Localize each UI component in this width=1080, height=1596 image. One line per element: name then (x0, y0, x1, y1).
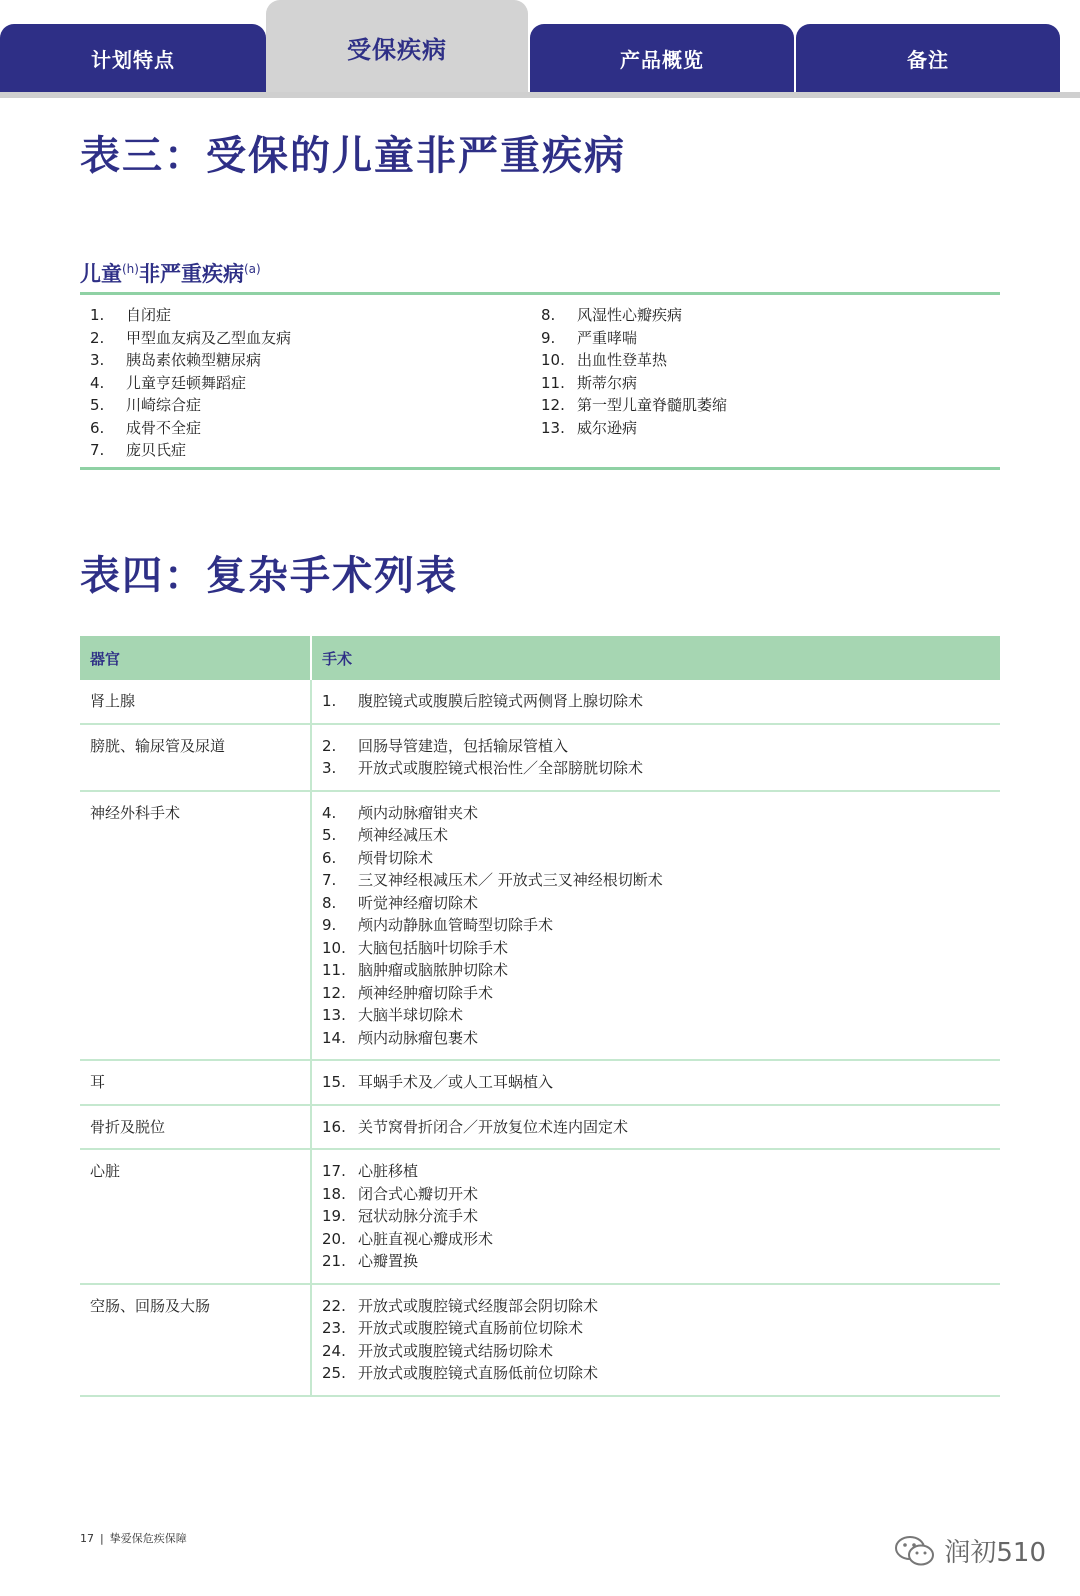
list-item: 1. 自闭症 (90, 306, 172, 324)
table3-top-rule (80, 292, 1000, 295)
procedure-item: 11. 脑肿瘤或脑脓肿切除术 (322, 961, 509, 979)
table-header (80, 636, 1000, 680)
procedure-cell (312, 725, 1000, 790)
procedure-item: 25. 开放式或腹腔镜式直肠低前位切除术 (322, 1364, 599, 1382)
procedure-item: 8. 听觉神经瘤切除术 (322, 893, 479, 912)
procedure-item: 22. 开放式或腹腔镜式经腹部会阴切除术 (322, 1296, 599, 1315)
organ-cell: 心脏 (80, 1150, 312, 1283)
organ-cell: 空肠、回肠及大肠 (80, 1285, 312, 1395)
procedure-item: 17. 心脏移植 (322, 1162, 419, 1180)
table-row (80, 1285, 1000, 1397)
table3-title: 表三：受保的儿童非严重疾病 (80, 133, 626, 179)
list-item: 13. 威尔逊病 (541, 418, 638, 437)
list-item: 11. 斯蒂尔病 (541, 373, 638, 392)
procedure-item: 6. 颅骨切除术 (322, 848, 434, 867)
tab-bar-underline (0, 92, 1080, 98)
organ-cell: 膀胱、输尿管及尿道 (80, 725, 312, 790)
illness-list-left (90, 304, 291, 462)
subheading-children: 儿童 (80, 262, 122, 286)
subheading-footnote-h: (h) (122, 262, 139, 276)
footer-separator: | (100, 1532, 104, 1545)
procedure-item: 4. 颅内动脉瘤钳夹术 (322, 803, 479, 822)
procedure-item: 5. 颅神经减压术 (322, 826, 449, 844)
list-item: 5. 川崎综合症 (90, 396, 202, 414)
organ-cell: 骨折及脱位 (80, 1106, 312, 1149)
procedure-item: 15. 耳蜗手术及／或人工耳蜗植入 (322, 1073, 554, 1091)
procedure-item: 21. 心瓣置换 (322, 1252, 419, 1270)
procedure-item: 9. 颅内动静脉血管畸型切除手术 (322, 916, 554, 934)
table3-subheading (80, 258, 261, 288)
page-footer (80, 1530, 187, 1546)
illness-list-right (541, 304, 727, 439)
table3-bottom-rule (80, 467, 1000, 470)
list-item: 7. 庞贝氏症 (90, 441, 187, 459)
watermark (894, 1532, 1046, 1569)
wechat-icon (894, 1534, 936, 1568)
procedure-item: 19. 冠状动脉分流手术 (322, 1207, 479, 1225)
procedure-item: 10. 大脑包括脑叶切除手术 (322, 938, 509, 957)
page-number: 17 (80, 1532, 94, 1545)
list-item: 8. 风湿性心瓣疾病 (541, 306, 683, 324)
procedure-cell (312, 1285, 1000, 1395)
list-item: 6. 成骨不全症 (90, 418, 202, 437)
procedure-item: 7. 三叉神经根减压术／ 开放式三叉神经根切断术 (322, 871, 663, 889)
procedure-cell (312, 680, 1000, 723)
tab-notes[interactable]: 备注 (796, 24, 1060, 92)
organ-cell: 神经外科手术 (80, 792, 312, 1060)
list-item: 4. 儿童亨廷顿舞蹈症 (90, 373, 247, 392)
list-item: 9. 严重哮喘 (541, 328, 638, 347)
watermark-text: 润初510 (944, 1538, 1046, 1568)
organ-cell: 肾上腺 (80, 680, 312, 723)
surgery-table (80, 636, 1000, 1397)
product-name: 挚爱保危疾保障 (109, 1532, 187, 1545)
procedure-item: 20. 心脏直视心瓣成形术 (322, 1229, 494, 1248)
procedure-item: 23. 开放式或腹腔镜式直肠前位切除术 (322, 1319, 584, 1337)
tab-product-overview[interactable]: 产品概览 (530, 24, 794, 92)
subheading-footnote-a: (a) (243, 262, 261, 276)
procedure-item: 3. 开放式或腹腔镜式根治性／全部膀胱切除术 (322, 759, 644, 777)
section-tabs (0, 0, 1080, 100)
table-row (80, 1106, 1000, 1151)
procedure-item: 16. 关节窝骨折闭合／开放复位术连内固定术 (322, 1117, 629, 1136)
procedure-cell (312, 1106, 1000, 1149)
header-procedure: 手术 (322, 649, 353, 668)
list-item: 3. 胰岛素依赖型糖尿病 (90, 351, 262, 369)
table-row (80, 1150, 1000, 1285)
procedure-item: 13. 大脑半球切除术 (322, 1006, 464, 1024)
procedure-item: 24. 开放式或腹腔镜式结肠切除术 (322, 1341, 554, 1360)
tab-plan-features[interactable]: 计划特点 (0, 24, 266, 92)
procedure-cell (312, 1061, 1000, 1104)
tab-covered-illnesses[interactable]: 受保疾病 (266, 0, 528, 92)
subheading-main: 非严重疾病 (138, 262, 244, 286)
procedure-item: 2. 回肠导管建造，包括输尿管植入 (322, 736, 569, 755)
list-item: 10. 出血性登革热 (541, 351, 668, 369)
list-item: 12. 第一型儿童脊髓肌萎缩 (541, 396, 728, 414)
procedure-cell (312, 792, 1000, 1060)
procedure-cell (312, 1150, 1000, 1283)
table4-title: 表四：复杂手术列表 (80, 553, 458, 599)
list-item: 2. 甲型血友病及乙型血友病 (90, 328, 292, 347)
organ-cell: 耳 (80, 1061, 312, 1104)
table-row (80, 725, 1000, 792)
table-row (80, 1061, 1000, 1106)
header-organ: 器官 (80, 636, 312, 680)
procedure-item: 12. 颅神经肿瘤切除手术 (322, 983, 494, 1002)
procedure-item: 1. 腹腔镜式或腹膜后腔镜式两侧肾上腺切除术 (322, 692, 644, 710)
table-row (80, 680, 1000, 725)
procedure-item: 14. 颅内动脉瘤包裹术 (322, 1028, 479, 1047)
procedure-item: 18. 闭合式心瓣切开术 (322, 1184, 479, 1203)
table-row (80, 792, 1000, 1062)
